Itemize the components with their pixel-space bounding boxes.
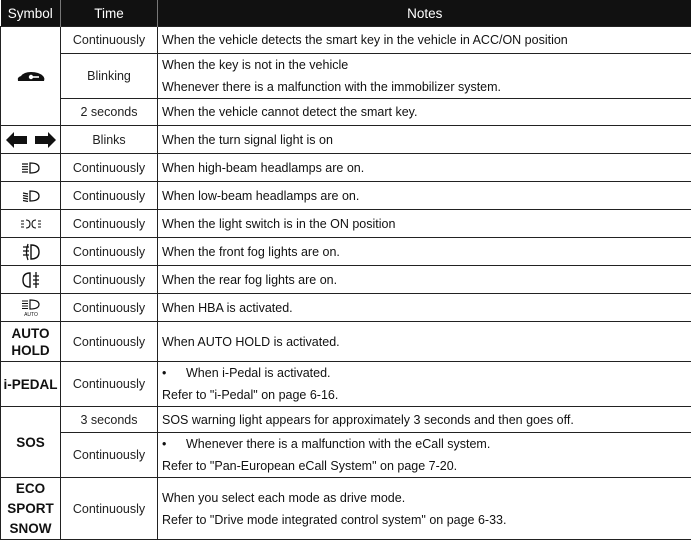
notes-cell: When the turn signal light is on bbox=[158, 126, 691, 154]
table-row bbox=[1, 238, 691, 266]
front-fog-icon bbox=[22, 243, 40, 261]
table-row bbox=[1, 210, 691, 238]
i-pedal-symbol: i-PEDAL bbox=[1, 362, 61, 407]
note-line: When you select each mode as drive mode. bbox=[162, 487, 687, 509]
table-row bbox=[1, 266, 691, 294]
table-row bbox=[1, 99, 691, 126]
note-text: When i-Pedal is activated. bbox=[186, 366, 331, 380]
sos-symbol: SOS bbox=[1, 407, 61, 478]
turn-signal-arrows-icon bbox=[6, 132, 56, 148]
notes-cell: When HBA is activated. bbox=[158, 294, 691, 322]
time-cell: 3 seconds bbox=[61, 407, 158, 433]
notes-cell: SOS warning light appears for approximately 3 seconds and then goes off. bbox=[158, 407, 691, 433]
bullet: • bbox=[162, 362, 186, 384]
symbol-cell bbox=[1, 154, 61, 182]
time-cell: Continuously bbox=[61, 27, 158, 54]
table-row bbox=[1, 322, 691, 362]
table-row bbox=[1, 54, 691, 99]
svg-text:AUTO: AUTO bbox=[24, 312, 38, 317]
note-line: Whenever there is a malfunction with the immobilizer system. bbox=[162, 76, 687, 98]
time-cell: Continuously bbox=[61, 266, 158, 294]
notes-cell: When AUTO HOLD is activated. bbox=[158, 322, 691, 362]
symbol-cell bbox=[1, 266, 61, 294]
time-cell: Continuously bbox=[61, 238, 158, 266]
notes-cell: When the vehicle cannot detect the smart key. bbox=[158, 99, 691, 126]
notes-cell bbox=[158, 54, 691, 99]
high-beam-icon bbox=[21, 162, 41, 174]
drive-mode-symbol bbox=[1, 478, 61, 540]
table-row bbox=[1, 433, 691, 478]
time-cell: Continuously bbox=[61, 294, 158, 322]
notes-cell: When high-beam headlamps are on. bbox=[158, 154, 691, 182]
time-cell: Continuously bbox=[61, 362, 158, 407]
snow-label: SNOW bbox=[1, 519, 60, 539]
note-line: Refer to "Drive mode integrated control system" on page 6-33. bbox=[162, 509, 687, 531]
notes-cell: When low-beam headlamps are on. bbox=[158, 182, 691, 210]
table-row bbox=[1, 182, 691, 210]
table-row bbox=[1, 294, 691, 322]
symbol-cell bbox=[1, 322, 61, 362]
note-line bbox=[162, 433, 687, 455]
hba-auto-icon bbox=[21, 299, 41, 317]
bullet: • bbox=[162, 433, 186, 455]
time-cell: Continuously bbox=[61, 433, 158, 478]
note-text: Whenever there is a malfunction with the eCall system. bbox=[186, 437, 490, 451]
header-symbol: Symbol bbox=[1, 0, 61, 27]
note-line: When the key is not in the vehicle bbox=[162, 54, 687, 76]
header-time: Time bbox=[61, 0, 158, 27]
table-row bbox=[1, 362, 691, 407]
time-cell: Continuously bbox=[61, 478, 158, 540]
auto-hold-symbol: AUTO bbox=[1, 325, 60, 342]
time-cell: Blinking bbox=[61, 54, 158, 99]
symbol-cell bbox=[1, 27, 61, 126]
time-cell: Continuously bbox=[61, 322, 158, 362]
rear-fog-icon bbox=[22, 271, 40, 289]
time-cell: Blinks bbox=[61, 126, 158, 154]
notes-cell: When the vehicle detects the smart key in the vehicle in ACC/ON position bbox=[158, 27, 691, 54]
time-cell: Continuously bbox=[61, 182, 158, 210]
table-row bbox=[1, 27, 691, 54]
note-line: Refer to "i-Pedal" on page 6-16. bbox=[162, 384, 687, 406]
symbol-cell bbox=[1, 126, 61, 154]
note-line: Refer to "Pan-European eCall System" on page 7-20. bbox=[162, 455, 687, 477]
notes-cell bbox=[158, 478, 691, 540]
notes-cell bbox=[158, 362, 691, 407]
notes-cell bbox=[158, 433, 691, 478]
symbol-cell bbox=[1, 210, 61, 238]
time-cell: Continuously bbox=[61, 210, 158, 238]
table-row bbox=[1, 126, 691, 154]
header-notes: Notes bbox=[158, 0, 691, 27]
symbol-cell bbox=[1, 238, 61, 266]
symbol-cell bbox=[1, 182, 61, 210]
smart-key-car-icon bbox=[16, 70, 46, 84]
notes-cell: When the rear fog lights are on. bbox=[158, 266, 691, 294]
symbol-cell bbox=[1, 294, 61, 322]
time-cell: 2 seconds bbox=[61, 99, 158, 126]
eco-label: ECO bbox=[1, 479, 60, 499]
low-beam-icon bbox=[21, 190, 41, 202]
table-row bbox=[1, 407, 691, 433]
table-row bbox=[1, 154, 691, 182]
notes-cell: When the light switch is in the ON position bbox=[158, 210, 691, 238]
notes-cell: When the front fog lights are on. bbox=[158, 238, 691, 266]
auto-hold-symbol: HOLD bbox=[1, 342, 60, 359]
light-switch-icon bbox=[20, 218, 42, 230]
sport-label: SPORT bbox=[1, 499, 60, 519]
note-line bbox=[162, 362, 687, 384]
time-cell: Continuously bbox=[61, 154, 158, 182]
table-row bbox=[1, 478, 691, 540]
header-row bbox=[1, 0, 691, 27]
